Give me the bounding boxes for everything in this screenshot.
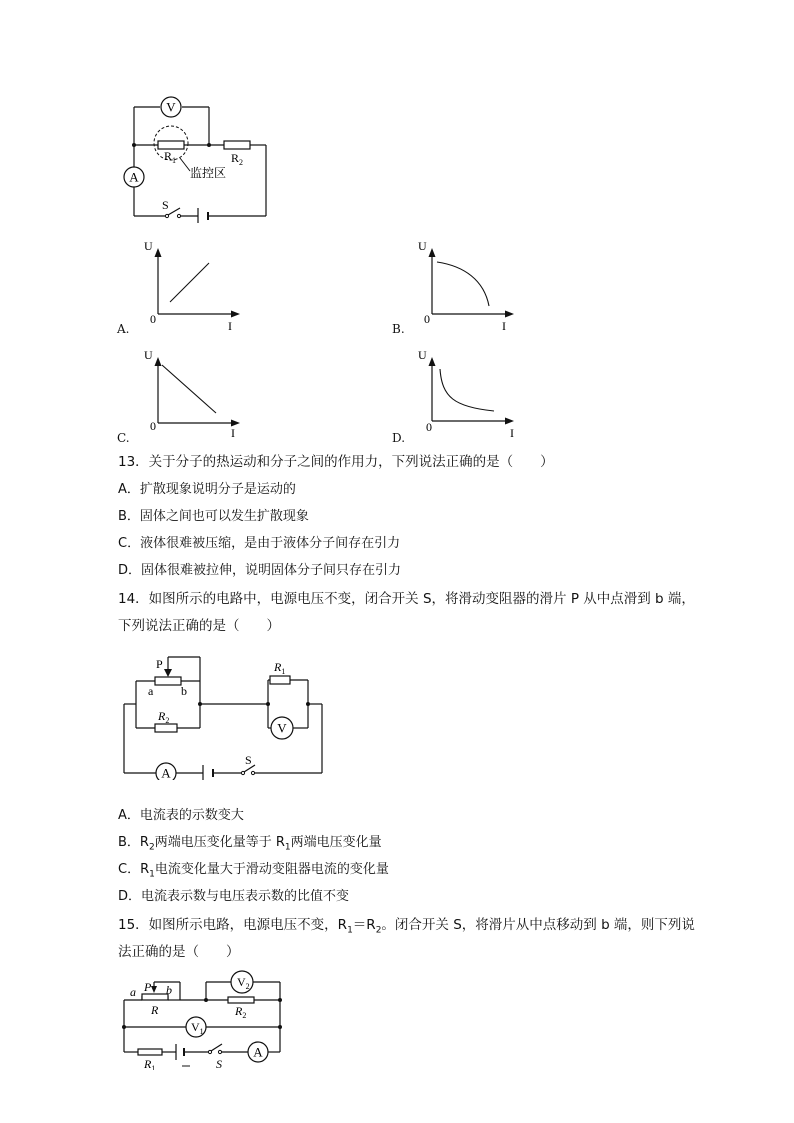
a-label: a bbox=[130, 985, 136, 999]
p-label: P bbox=[156, 657, 163, 671]
graph-b-curve bbox=[437, 262, 489, 306]
r2-label: $R_2$ bbox=[158, 709, 170, 725]
r2-label: $R_2$ bbox=[235, 1004, 247, 1020]
switch-label: S bbox=[245, 753, 252, 767]
voltmeter-label: V bbox=[277, 720, 287, 736]
graph-b-option: B. bbox=[392, 322, 405, 336]
rheostat bbox=[155, 677, 181, 685]
graph-d-x-label: I bbox=[510, 426, 514, 440]
graph-b-y-label: U bbox=[418, 239, 427, 253]
q13-stem: 13．关于分子的热运动和分子之间的作用力，下列说法正确的是（ ） bbox=[118, 454, 554, 470]
p-label: P bbox=[144, 980, 152, 994]
q15-stem-line2: 法正确的是（ ） bbox=[118, 944, 240, 960]
graph-d-curve bbox=[440, 369, 494, 411]
r1-label: $R_1$ bbox=[164, 149, 177, 165]
graph-a-y-label: U bbox=[144, 239, 153, 253]
resistor-r1 bbox=[158, 141, 184, 149]
graph-c-x-label: I bbox=[231, 426, 235, 440]
q14-option-c: C．$R_1$电流变化量大于滑动变阻器电流的变化量 bbox=[118, 862, 389, 880]
monitor-zone-label: 监控区 bbox=[190, 166, 227, 180]
switch-label: S bbox=[162, 198, 169, 212]
switch-label: S bbox=[216, 1057, 222, 1070]
ammeter-label: A bbox=[253, 1044, 263, 1060]
r-label: R bbox=[151, 1003, 159, 1017]
q15-stem-line1: 15．如图所示电路，电源电压不变，$R_1=R_2$。闭合开关 S，将滑片从中点移动到 b 端，则下列说 bbox=[118, 917, 695, 936]
r1-label: $R_1$ bbox=[274, 660, 286, 676]
resistor-r2 bbox=[228, 997, 254, 1003]
graph-d-origin: 0 bbox=[426, 420, 432, 434]
q13-option-a: A．扩散现象说明分子是运动的 bbox=[118, 482, 296, 497]
slider-p-arrow bbox=[164, 669, 172, 677]
q14-option-d: D．电流表示数与电压表示数的比值不变 bbox=[118, 889, 350, 904]
voltmeter-v1-label: $V_1$ bbox=[191, 1020, 204, 1036]
q13-option-c: C．液体很难被压缩，是由于液体分子间存在引力 bbox=[118, 536, 401, 551]
b-label: b bbox=[181, 684, 187, 698]
b-label: b bbox=[166, 983, 172, 997]
slider-p-arrow bbox=[151, 986, 157, 993]
q13-option-d: D．固体很难被拉伸，说明固体分子间只存在引力 bbox=[118, 563, 402, 578]
graph-a-option: A. bbox=[117, 322, 130, 336]
graph-a bbox=[140, 238, 250, 333]
resistor-r1 bbox=[270, 676, 290, 684]
r2-label: $R_2$ bbox=[231, 151, 244, 167]
r1-label: $R_1$ bbox=[144, 1057, 156, 1070]
ammeter-label: A bbox=[129, 169, 139, 185]
voltmeter-label: V bbox=[166, 99, 176, 115]
top-circuit-diagram bbox=[120, 95, 280, 223]
q13-option-b: B．固体之间也可以发生扩散现象 bbox=[118, 509, 309, 524]
q14-option-b: B．$R_2$两端电压变化量等于 $R_1$两端电压变化量 bbox=[118, 835, 382, 853]
graph-a-origin: 0 bbox=[150, 312, 156, 326]
resistor-r1 bbox=[138, 1049, 162, 1055]
graph-a-curve bbox=[170, 263, 209, 302]
graph-c-y-label: U bbox=[144, 348, 153, 362]
q14-stem-line1: 14．如图所示的电路中，电源电压不变，闭合开关 S，将滑动变阻器的滑片 P 从中点滑到 b 端， bbox=[118, 591, 695, 607]
graph-c-origin: 0 bbox=[150, 419, 156, 433]
q14-stem-line2: 下列说法正确的是（ ） bbox=[118, 618, 280, 634]
graph-d-option: D. bbox=[392, 431, 406, 445]
graph-c bbox=[140, 347, 250, 442]
resistor-r2 bbox=[155, 724, 177, 732]
voltmeter-v2-label: $V_2$ bbox=[237, 975, 250, 991]
graph-b-x-label: I bbox=[502, 319, 506, 333]
graph-b bbox=[414, 238, 524, 333]
q14-circuit-diagram bbox=[118, 652, 328, 780]
graph-d-y-label: U bbox=[418, 348, 427, 362]
a-label: a bbox=[148, 684, 154, 698]
graph-c-option: C. bbox=[117, 431, 130, 445]
ammeter-label: A bbox=[161, 765, 171, 780]
graph-a-x-label: I bbox=[228, 319, 232, 333]
graph-b-origin: 0 bbox=[424, 312, 430, 326]
graph-c-curve bbox=[162, 365, 216, 413]
q14-option-a: A．电流表的示数变大 bbox=[118, 808, 244, 823]
graph-d bbox=[414, 347, 524, 442]
q15-circuit-diagram bbox=[118, 968, 288, 1070]
resistor-r2 bbox=[224, 141, 250, 149]
rheostat-r bbox=[142, 994, 168, 1000]
